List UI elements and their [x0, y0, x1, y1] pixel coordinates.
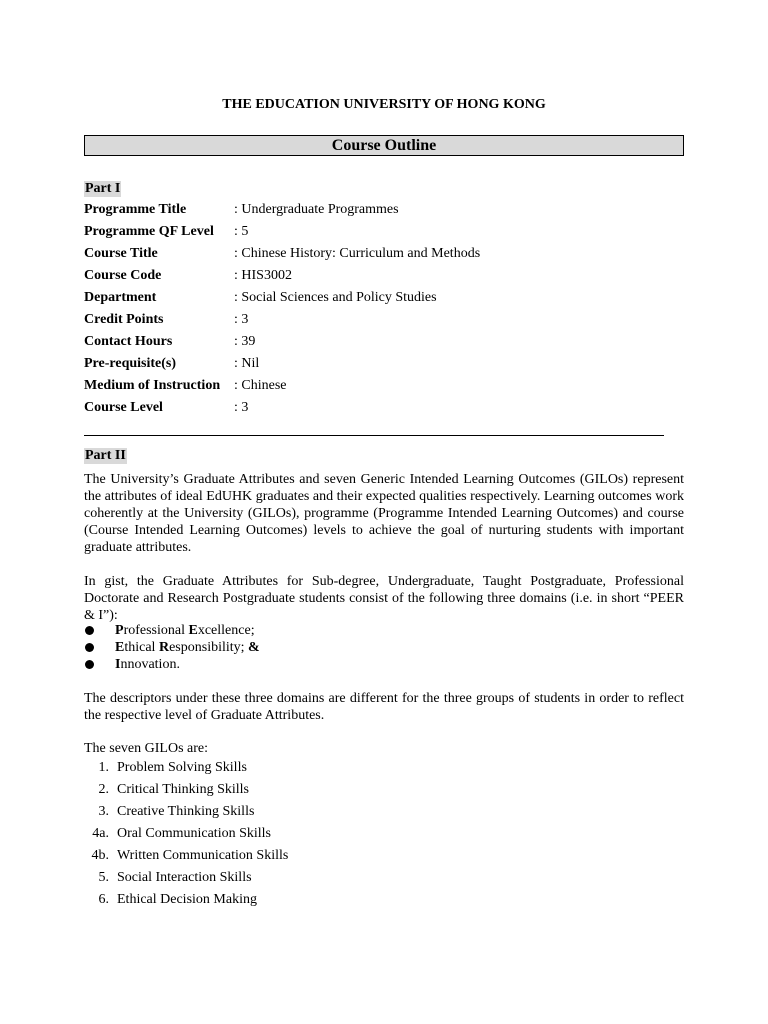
field-label: Medium of Instruction: [84, 378, 221, 393]
part-2-label: Part II: [85, 448, 126, 463]
gilos-intro: The seven GILOs are:: [84, 741, 209, 756]
gilo-text: Critical Thinking Skills: [117, 782, 249, 797]
field-value: : Undergraduate Programmes: [234, 202, 399, 217]
field-label: Programme Title: [84, 202, 187, 217]
gilo-text: Social Interaction Skills: [117, 870, 252, 885]
section-divider: [84, 435, 664, 436]
gilo-number: 5.: [98, 870, 109, 885]
gilo-number: 3.: [98, 804, 109, 819]
field-value: : 3: [234, 400, 249, 415]
peer-and-i-paragraph: In gist, the Graduate Attributes for Sub-degree, Undergraduate, Taught Postgraduate, Professional Doctorate and Research Postgraduate students consist of the following three domains (i.e. in short “PEER & I”):: [84, 574, 684, 623]
gilo-number: 2.: [98, 782, 109, 797]
course-outline-title: Course Outline: [84, 135, 684, 156]
bullet-text: Ethical Responsibility; &: [115, 640, 260, 655]
field-label: Course Title: [84, 246, 158, 261]
gilo-text: Problem Solving Skills: [117, 760, 247, 775]
gilo-text: Oral Communication Skills: [117, 826, 271, 841]
bullet-dot-icon: [85, 626, 94, 635]
field-value: : HIS3002: [234, 268, 292, 283]
gilo-text: Creative Thinking Skills: [117, 804, 255, 819]
gilo-text: Written Communication Skills: [117, 848, 289, 863]
graduate-attributes-paragraph: The University’s Graduate Attributes and seven Generic Intended Learning Outcomes (GILOs) represent the attributes of ideal EdUHK graduates and their expected qualities respectively. Learning outcomes work coherently at the University (GILOs), programme (Programme Intended Learning Outcomes) and course (Course Intended Learning Outcomes) levels to achieve the goal of nurturing students with important graduate attributes.: [84, 472, 684, 555]
field-label: Credit Points: [84, 312, 164, 327]
descriptors-paragraph: The descriptors under these three domains are different for the three groups of students in order to reflect the respective level of Graduate Attributes.: [84, 691, 684, 723]
bullet-dot-icon: [85, 643, 94, 652]
field-value: : Nil: [234, 356, 260, 371]
field-label: Pre-requisite(s): [84, 356, 177, 371]
gilo-number: 4b.: [91, 848, 109, 863]
field-value: : 5: [234, 224, 249, 239]
field-value: : 39: [234, 334, 256, 349]
field-label: Department: [84, 290, 157, 305]
gilo-number: 1.: [98, 760, 109, 775]
field-value: : Chinese: [234, 378, 287, 393]
bullet-dot-icon: [85, 660, 94, 669]
university-heading: THE EDUCATION UNIVERSITY OF HONG KONG: [222, 97, 546, 112]
gilo-text: Ethical Decision Making: [117, 892, 257, 907]
field-label: Contact Hours: [84, 334, 173, 349]
part-1-label: Part I: [85, 181, 121, 196]
bullet-text: Innovation.: [115, 657, 180, 672]
bullet-text: Professional Excellence;: [115, 623, 255, 638]
field-value: : Social Sciences and Policy Studies: [234, 290, 437, 305]
field-label: Programme QF Level: [84, 224, 214, 239]
field-value: : 3: [234, 312, 249, 327]
gilo-number: 4a.: [92, 826, 109, 841]
field-value: : Chinese History: Curriculum and Methods: [234, 246, 481, 261]
gilo-number: 6.: [98, 892, 109, 907]
field-label: Course Level: [84, 400, 163, 415]
field-label: Course Code: [84, 268, 162, 283]
